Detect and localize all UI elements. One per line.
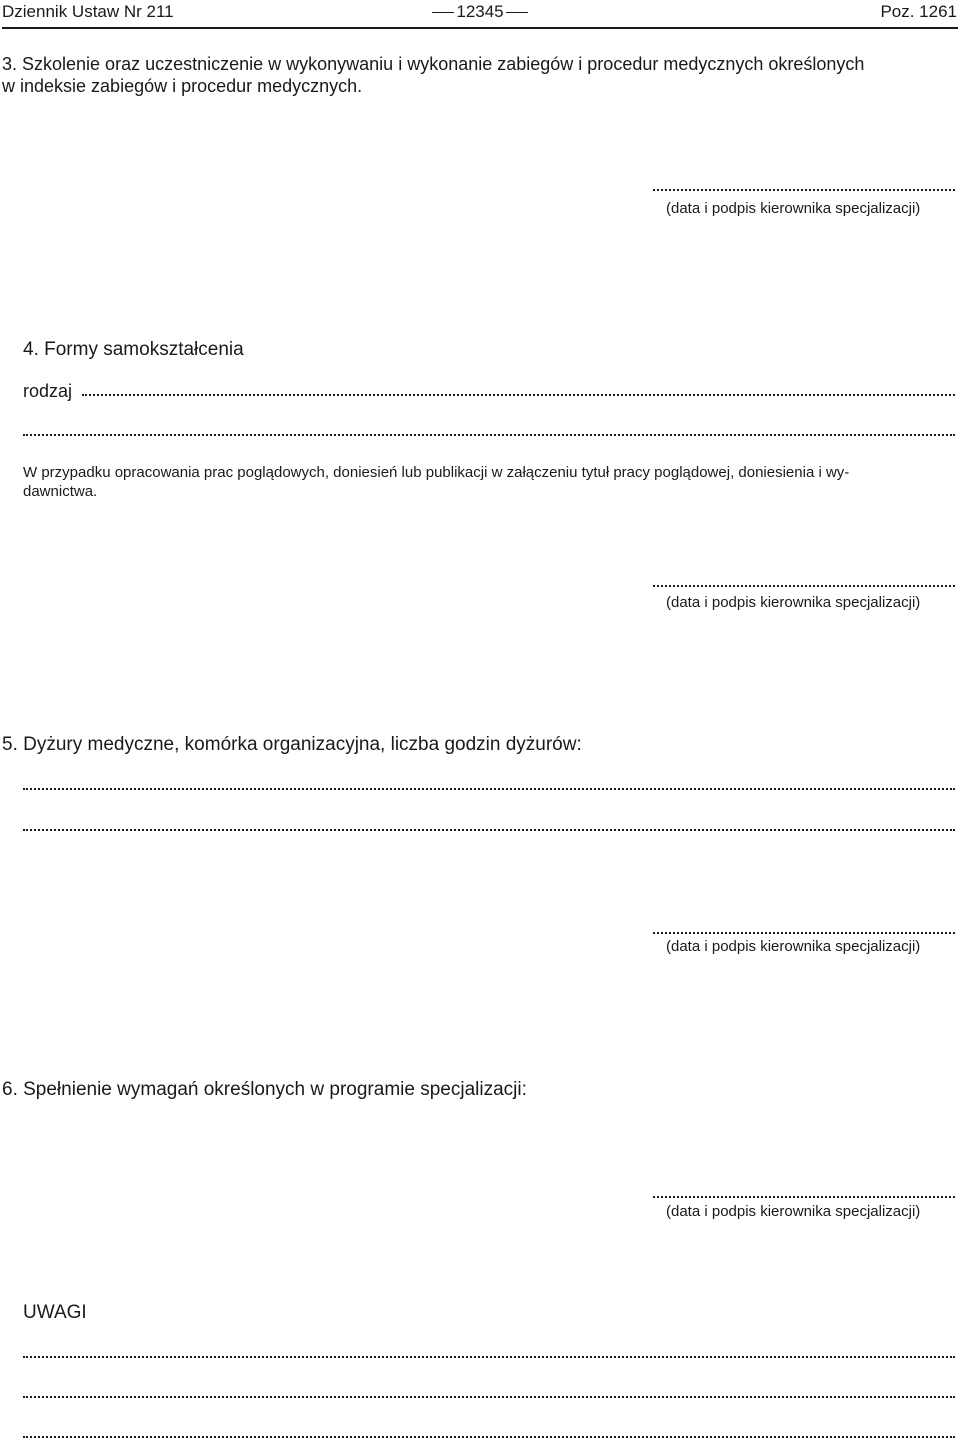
section3-signature-line[interactable]	[653, 189, 955, 191]
section6-signature-line[interactable]	[653, 1196, 955, 1198]
section5-line-2[interactable]	[23, 829, 955, 831]
dash-left	[432, 12, 454, 13]
remarks-title: UWAGI	[23, 1302, 87, 1323]
section6-signature-caption: (data i podpis kierownika specjalizacji)	[666, 1203, 921, 1220]
section5-signature-line[interactable]	[653, 932, 955, 934]
section5-line-1[interactable]	[23, 788, 955, 790]
section3-text-line2: w indeksie zabiegów i procedur medycznych.	[2, 76, 363, 96]
section5-signature-caption: (data i podpis kierownika specjalizacji)	[666, 938, 921, 955]
position-number: Poz. 1261	[880, 2, 957, 21]
section4-title: 4. Formy samokształcenia	[23, 339, 244, 360]
section3-signature-caption: (data i podpis kierownika specjalizacji)	[666, 200, 921, 217]
page-number: 12345	[456, 2, 504, 21]
remarks-line-2[interactable]	[23, 1396, 955, 1398]
section4-type-line[interactable]	[82, 394, 955, 396]
remarks-line-1[interactable]	[23, 1356, 955, 1358]
dash-right	[506, 12, 528, 13]
header-rule	[2, 27, 958, 29]
section4-signature-caption: (data i podpis kierownika specjalizacji)	[666, 594, 921, 611]
remarks-line-3[interactable]	[23, 1436, 955, 1438]
journal-title: Dziennik Ustaw Nr 211	[2, 2, 174, 21]
section4-type-line-2[interactable]	[23, 434, 955, 436]
page-number-block	[432, 2, 528, 22]
section4-signature-line[interactable]	[653, 585, 955, 587]
section4-note-line1: W przypadku opracowania prac poglądowych, doniesień lub publikacji w załączeniu tytuł pracy poglądowej, doniesienia i wy-	[23, 464, 850, 481]
section6-title: 6. Spełnienie wymagań określonych w programie specjalizacji:	[2, 1079, 527, 1100]
section4-note-line2: dawnictwa.	[23, 483, 98, 500]
section5-title: 5. Dyżury medyczne, komórka organizacyjna, liczba godzin dyżurów:	[2, 734, 582, 755]
section4-field-label: rodzaj	[23, 381, 73, 401]
section3-text-line1: 3. Szkolenie oraz uczestniczenie w wykonywaniu i wykonanie zabiegów i procedur medycznych określonych	[2, 54, 865, 74]
